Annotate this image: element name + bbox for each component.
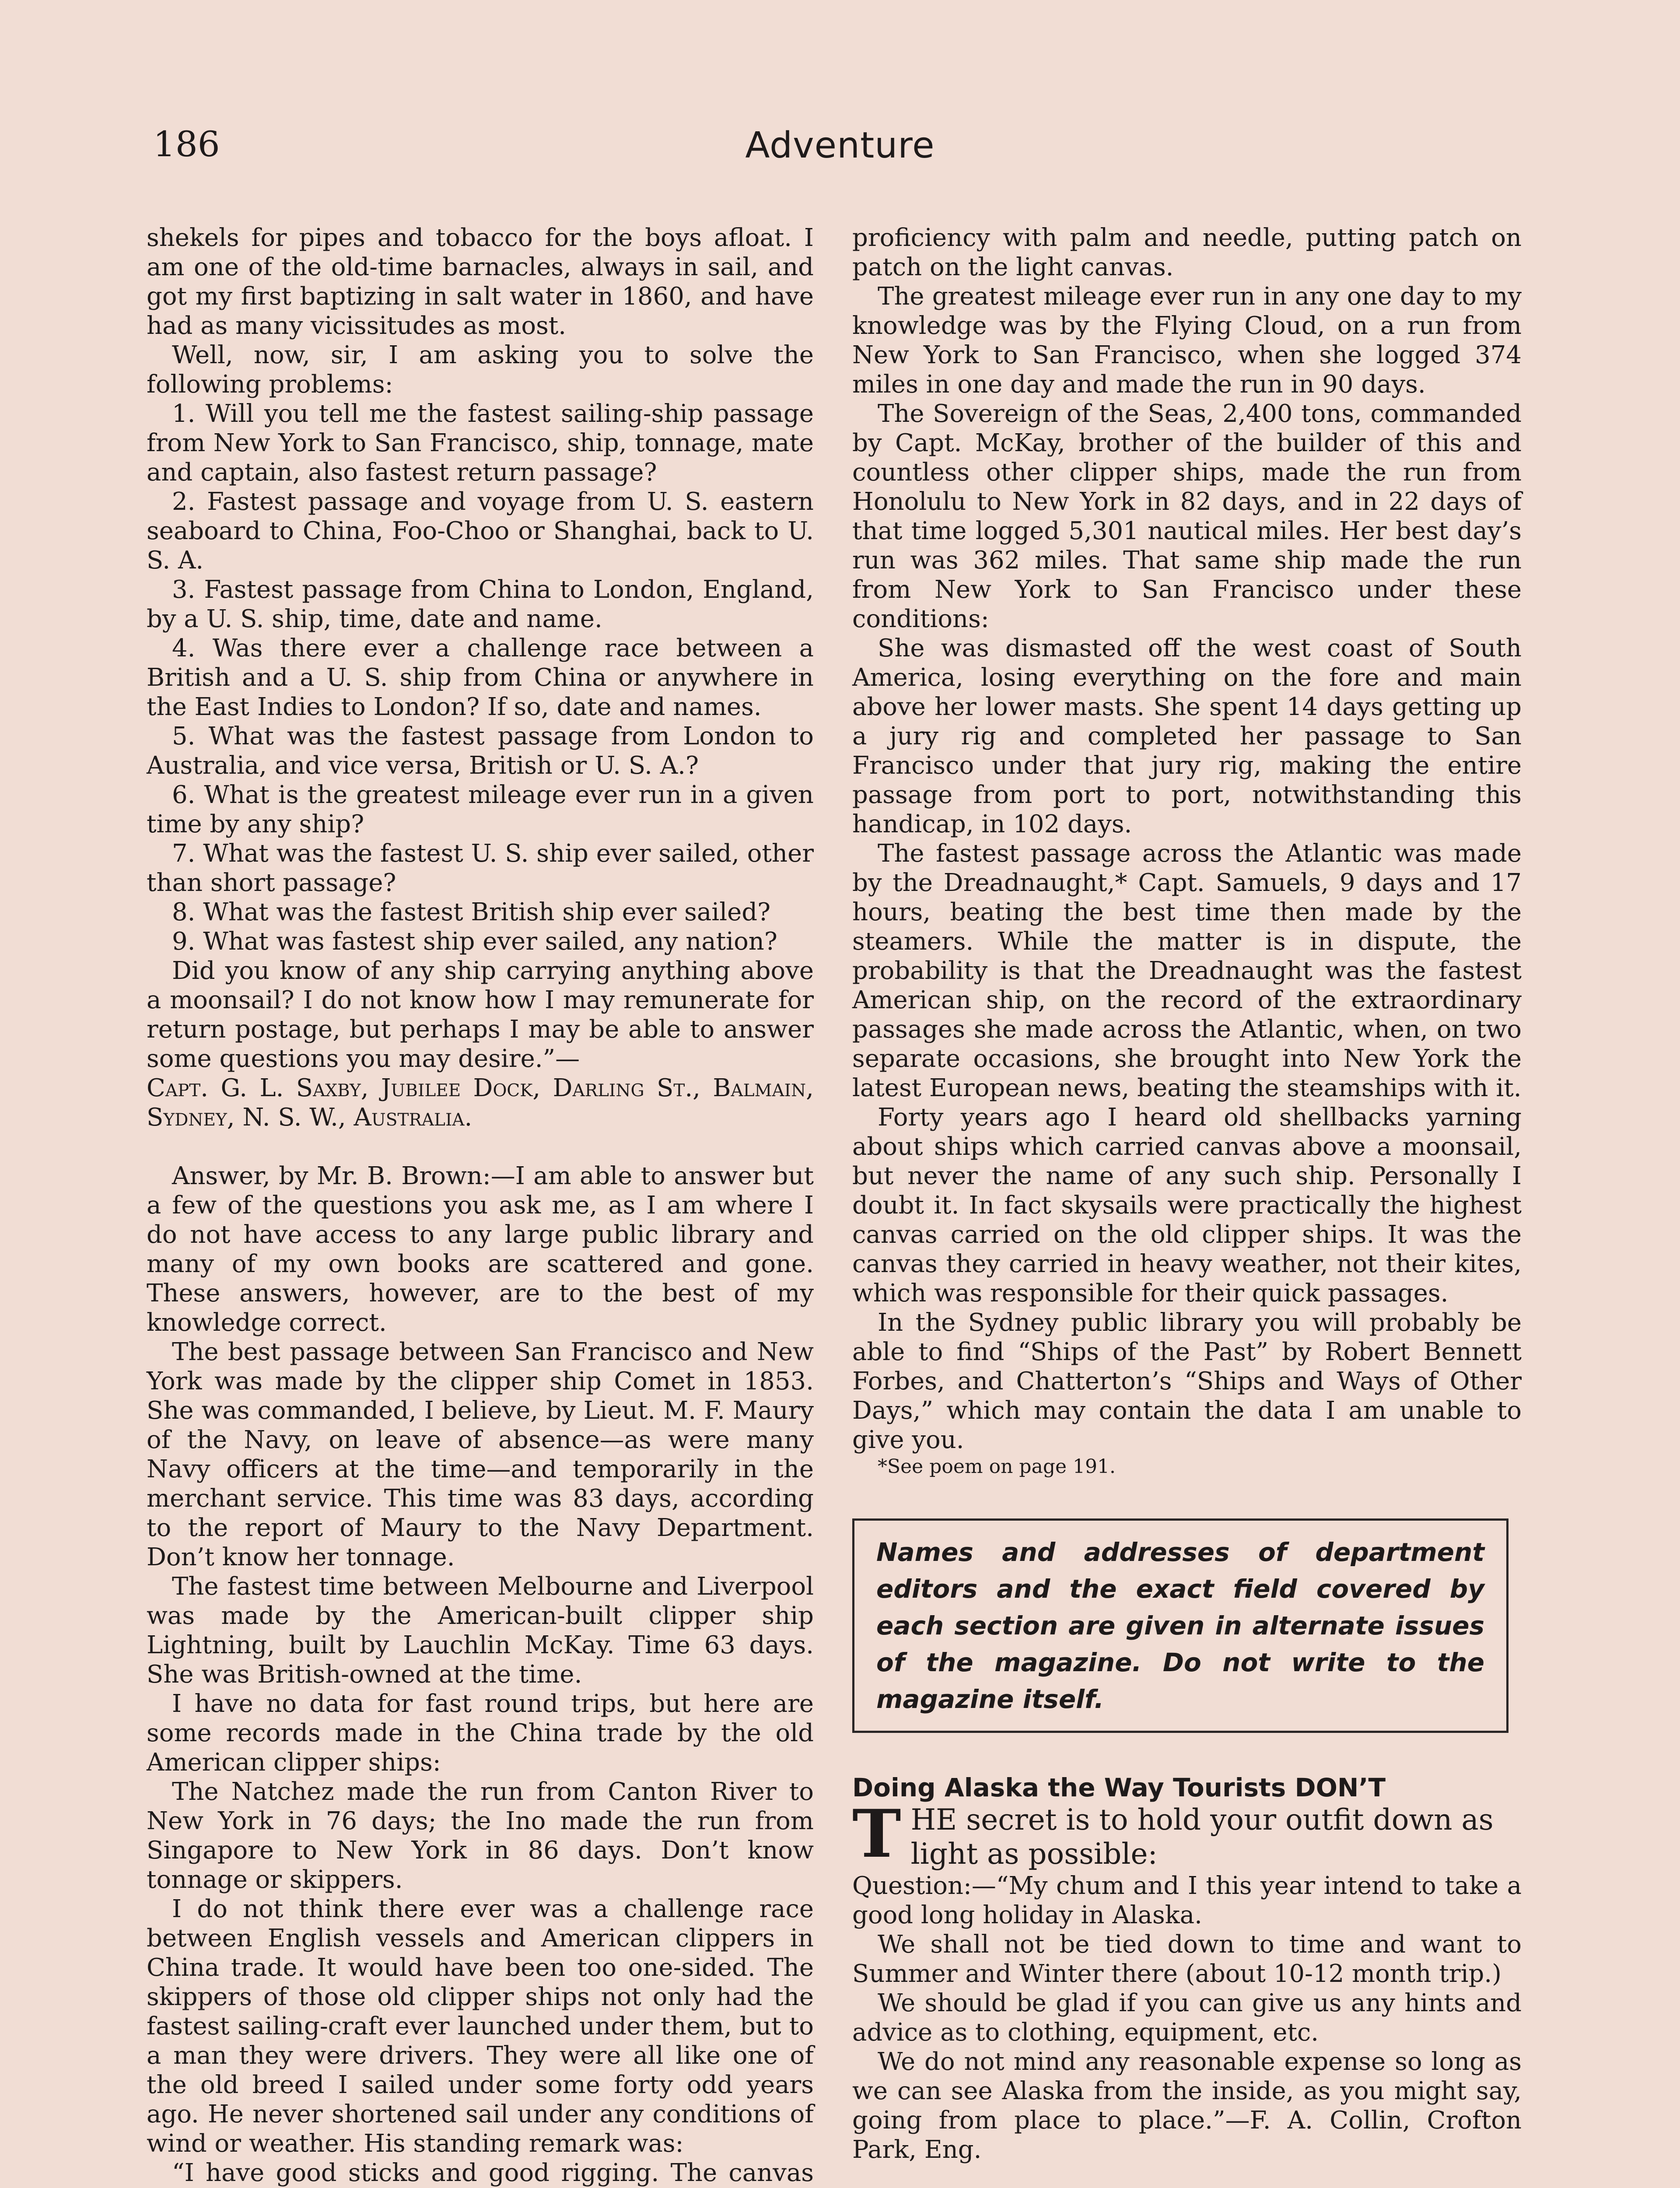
paragraph: The fastest passage across the Atlantic was made by the Dreadnaught,* Capt. Samuels, 9 days and 17 hours, beating the best time then made by the steamers. While the matter is in dispute, the probability is that the Dreadnaught was the fastest American ship, on the record of the extraordinary passages she made across the Atlantic, when, on two separate occasions, she brought into New York the latest European news, beating the steamships with it. [852, 839, 1522, 1102]
paragraph: 8. What was the fastest British ship ever sailed? [172, 898, 771, 926]
paragraph: I have no data for fast round trips, but here are some records made in the China trade by the old American clipper ships: [147, 1690, 814, 1777]
left-column [147, 223, 814, 2188]
editors-notice-box: Names and addresses of department editors and the exact field covered by each section are given in alternate issues of the magazine. Do not write to the magazine itself. [852, 1518, 1508, 1733]
paragraph: “I have good sticks and good rigging. The canvas [172, 2159, 814, 2187]
paragraph: shekels for pipes and tobacco for the boys afloat. I am one of the old-time barnacles, always in sail, and got my first baptizing in salt water in 1860, and have had as many vicissitudes as most. [147, 224, 814, 340]
paragraph: 1. Will you tell me the fastest sailing-ship passage from New York to San Francisco, ship, tonnage, mate and captain, also fastest return passage? [147, 400, 814, 487]
section-lead [852, 1795, 1522, 1872]
paragraph: 4. Was there ever a challenge race between a British and a U. S. ship from China or anywhere in the East Indies to London? If so, date and names. [147, 634, 814, 721]
paragraph: Capt. G. L. Saxby, Jubilee Dock, Darling St., Balmain, Sydney, N. S. W., Australia. [147, 1074, 814, 1132]
paragraph: The greatest mileage ever run in any one day to my knowledge was by the Flying Cloud, on a run from New York to San Francisco, when she logged 374 miles in one day and made the run in 90 days. [852, 282, 1522, 399]
paragraph: I do not think there ever was a challenge race between English vessels and American clippers in China trade. It would have been too one-sided. The skippers of those old clipper ships not only had the fastest sailing-craft ever launched under them, but to a man they were drivers. They were all like one of the old breed I sailed under some forty odd years ago. He never shortened sail under any conditions of wind or weather. His standing remark was: [147, 1895, 814, 2158]
paragraph: 7. What was the fastest U. S. ship ever sailed, other than short passage? [147, 839, 814, 897]
paragraph: proficiency with palm and needle, putting patch on patch on the light canvas. [852, 224, 1522, 281]
paragraph: 3. Fastest passage from China to London, England, by a U. S. ship, time, date and name. [147, 575, 814, 633]
paragraph: In the Sydney public library you will probably be able to find “Ships of the Past” by Robert Bennett Forbes, and Chatterton’s “Ships and Ways of Other Days,” which may contain the data I am unable to give you. [852, 1308, 1522, 1454]
section-lead-text: HE secret is to hold your outfit down as light as possible: [910, 1803, 1494, 1871]
paragraph: 2. Fastest passage and voyage from U. S. eastern seaboard to China, Foo-Choo or Shanghai, back to U. S. A. [147, 487, 814, 575]
paragraph: Forty years ago I heard old shellbacks yarning about ships which carried canvas above a moonsail, but never the name of any such ship. Personally I doubt it. In fact skysails were practically the highest canvas carried on the old clipper ships. It was the canvas they carried in heavy weather, not their kites, which was responsible for their quick passages. [852, 1103, 1522, 1308]
section-body [852, 1871, 1522, 2164]
paragraph: 9. What was fastest ship ever sailed, any nation? [172, 927, 777, 956]
right-column [852, 223, 1522, 2164]
section-paragraph: We should be glad if you can give us any hints and advice as to clothing, equipment, etc. [852, 1989, 1522, 2047]
section-title: Doing Alaska the Way Tourists DON’T [852, 1773, 1386, 1802]
right-column-body [852, 223, 1522, 1455]
paragraph: Did you know of any ship carrying anything above a moonsail? I do not know how I may remunerate for return postage, but perhaps I may be able to answer some questions you may desire.”— [147, 957, 814, 1073]
paragraph: Answer, by Mr. B. Brown:—I am able to answer but a few of the questions you ask me, as I am where I do not have access to any large public library and many of my own books are scattered and gone. These answers, however, are to the best of my knowledge correct. [147, 1162, 814, 1337]
section-paragraph: Question:—“My chum and I this year intend to take a good long holiday in Alaska. [852, 1872, 1522, 1929]
paragraph: 6. What is the greatest mileage ever run in a given time by any ship? [147, 781, 814, 838]
paragraph: The fastest time between Melbourne and Liverpool was made by the American-built clipper ship Lightning, built by Lauchlin McKay. Time 63 days. She was British-owned at the time. [147, 1572, 814, 1689]
paragraph: The best passage between San Francisco and New York was made by the clipper ship Comet in 1853. She was commanded, I believe, by Lieut. M. F. Maury of the Navy, on leave of absence—as were many Navy officers at the time—and temporarily in the merchant service. This time was 83 days, according to the report of Maury to the Navy Department. Don’t know her tonnage. [147, 1338, 814, 1571]
section-paragraph: We do not mind any reasonable expense so long as we can see Alaska from the inside, as you might say, going from place to place.”—F. A. Collin, Crofton Park, Eng. [852, 2048, 1522, 2164]
paragraph: Well, now, sir, I am asking you to solve the following problems: [147, 341, 814, 399]
drop-cap: T [852, 1795, 901, 1872]
running-head: Adventure [745, 125, 935, 166]
paragraph: The Sovereign of the Seas, 2,400 tons, commanded by Capt. McKay, brother of the builder of this and countless other clipper ships, made the run from Honolulu to New York in 82 days, and in 22 days of that time logged 5,301 nautical miles. Her best day’s run was 362 miles. That same ship made the run from New York to San Francisco under these conditions: [852, 400, 1522, 633]
paragraph: 5. What was the fastest passage from London to Australia, and vice versa, British or U. S. A.? [147, 722, 814, 780]
paragraph: The Natchez made the run from Canton River to New York in 76 days; the Ino made the run from Singapore to New York in 86 days. Don’t know tonnage or skippers. [147, 1778, 814, 1894]
section-paragraph: We shall not be tied down to time and want to Summer and Winter there (about 10-12 month trip.) [852, 1930, 1522, 1988]
page-number: 186 [153, 124, 220, 165]
footnote: *See poem on page 191. [878, 1455, 1116, 1478]
paragraph: She was dismasted off the west coast of South America, losing everything on the fore and main above her lower masts. She spent 14 days getting up a jury rig and completed her passage to San Francisco under that jury rig, making the entire passage from port to port, notwithstanding this handicap, in 102 days. [852, 634, 1522, 838]
